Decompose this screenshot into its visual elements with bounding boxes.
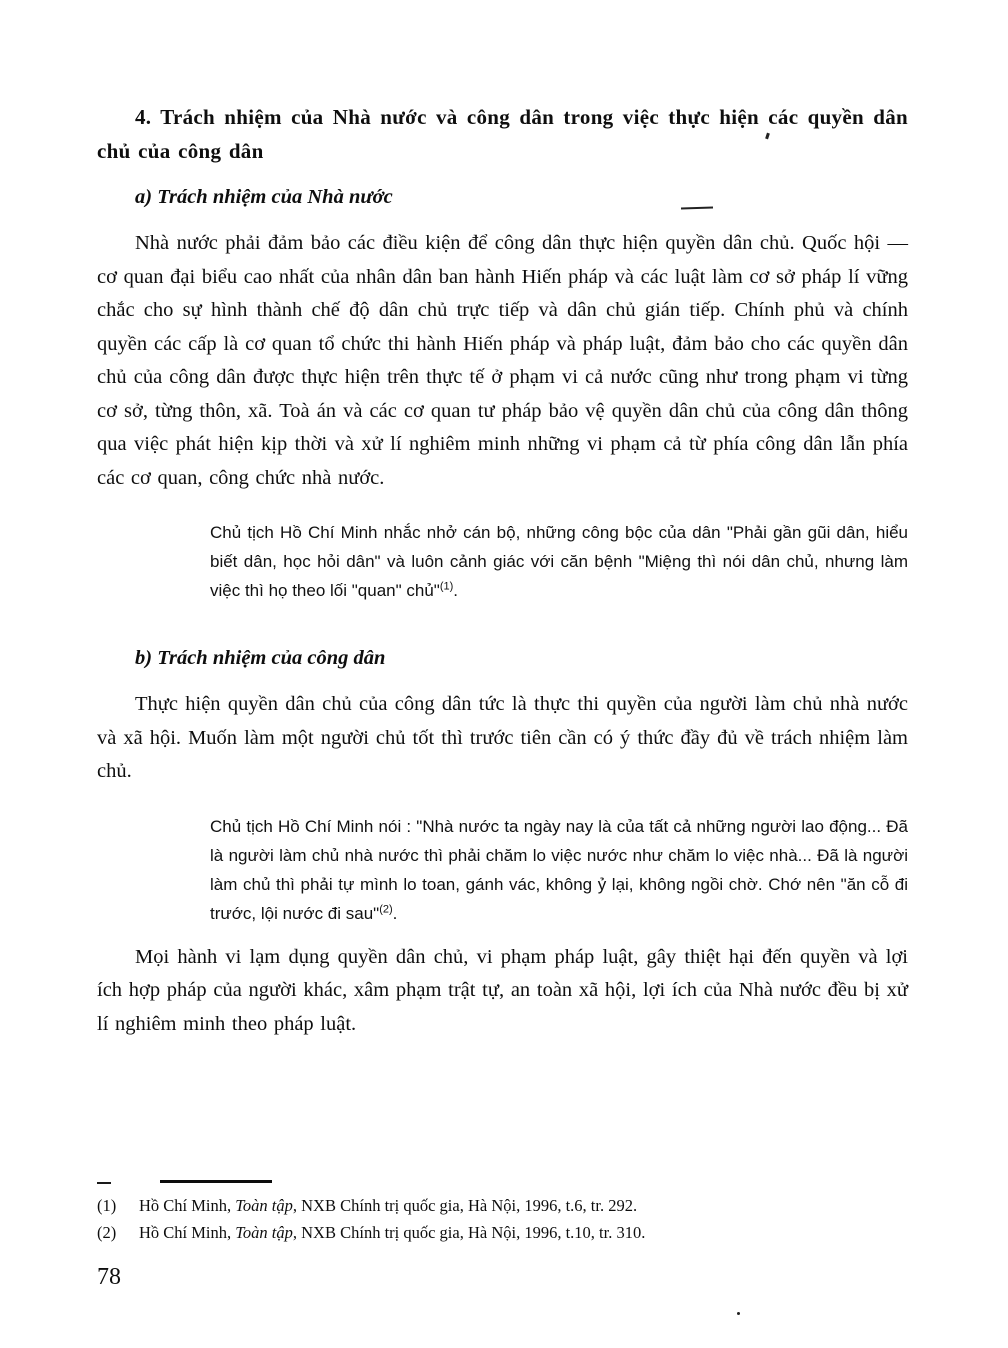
section-b-paragraph-1: Thực hiện quyền dân chủ của công dân tức là thực thi quyền của người làm chủ nhà nước và xã hội. Muốn làm một người chủ tốt thì trước tiên cần có ý thức đầy đủ về trách nhiệm làm chủ. bbox=[97, 693, 908, 782]
footnote-2-detail: , NXB Chính trị quốc gia, Hà Nội, 1996, t.10, tr. 310. bbox=[292, 1223, 646, 1242]
footnote-1-work-title: Toàn tập bbox=[235, 1196, 293, 1215]
quote-period: . bbox=[392, 903, 398, 923]
footnote-divider-dash bbox=[97, 1182, 111, 1184]
subsection-a-label: a) Trách nhiệm của Nhà nước bbox=[135, 186, 393, 208]
section-b-quote bbox=[210, 812, 908, 928]
scan-artifact bbox=[737, 1312, 740, 1315]
footnote-1-detail: , NXB Chính trị quốc gia, Hà Nội, 1996, t.6, tr. 292. bbox=[292, 1196, 638, 1215]
quote-period: . bbox=[453, 581, 458, 600]
section-heading: 4. Trách nhiệm của Nhà nước và công dân trong việc thực hiện các quyền dân chủ của công dân bbox=[97, 105, 908, 163]
footnote-1-marker: (1) bbox=[97, 1196, 117, 1215]
footnote-2-marker: (2) bbox=[97, 1223, 117, 1242]
footnotes-block bbox=[97, 1192, 908, 1246]
page-number: 78 bbox=[97, 1264, 121, 1290]
footnote-2-author: Hồ Chí Minh, bbox=[139, 1223, 236, 1242]
section-a-quote bbox=[210, 518, 908, 605]
footnote-ref-1: (1) bbox=[439, 580, 454, 593]
footnote-2 bbox=[97, 1219, 908, 1246]
footnote-divider bbox=[160, 1180, 272, 1183]
section-a-paragraph: Nhà nước phải đảm bảo các điều kiện để công dân thực hiện quyền dân chủ. Quốc hội — cơ quan đại biểu cao nhất của nhân dân ban hành Hiến pháp và các luật làm cơ sở pháp lí vững chắc cho sự hình thành chế độ dân chủ trực tiếp và dân chủ gián tiếp. Chính phủ và chính quyền các cấp là cơ quan tổ chức thi hành Hiến pháp và pháp luật, đảm bảo cho các quyền dân chủ của công dân được thực hiện trên thực tế ở phạm vi cả nước cũng như trong phạm vi từng cơ sở, từng thôn, xã. Toà án và các cơ quan tư pháp bảo vệ quyền dân chủ của công dân thông qua việc phát hiện kịp thời và xử lí nghiêm minh những vi phạm cả từ phía công dân lẫn phía các cơ quan, công chức nhà nước. bbox=[97, 232, 908, 489]
subsection-b-label: b) Trách nhiệm của công dân bbox=[135, 647, 386, 669]
footnote-1-author: Hồ Chí Minh, bbox=[139, 1196, 236, 1215]
quote-text: Chủ tịch Hồ Chí Minh nhắc nhở cán bộ, những công bộc của dân "Phải gần gũi dân, hiểu biết dân, học hỏi dân" và luôn cảnh giác với căn bệnh "Miệng thì nói dân chủ, nhưng làm việc thì họ theo lối "quan" chủ" bbox=[210, 523, 908, 600]
footnote-ref-2: (2) bbox=[379, 902, 393, 915]
section-b-paragraph-2: Mọi hành vi lạm dụng quyền dân chủ, vi phạm pháp luật, gây thiệt hại đến quyền và lợi ích hợp pháp của người khác, xâm phạm trật tự, an toàn xã hội, lợi ích của Nhà nước đều bị xử lí nghiêm minh theo pháp luật. bbox=[97, 945, 908, 1035]
footnote-2-work-title: Toàn tập bbox=[235, 1223, 293, 1242]
quote-text: Chủ tịch Hồ Chí Minh nói : "Nhà nước ta ngày nay là của tất cả những người lao động... Đã là người làm chủ nhà nước thì phải chăm lo việc nước như chăm lo việc nhà... Đã là người làm chủ thì phải tự mình lo toan, gánh vác, không ỷ lại, không ngồi chờ. Chớ nên "ăn cỗ đi trước, lội nước đi sau" bbox=[210, 816, 908, 923]
footnote-1 bbox=[97, 1192, 908, 1219]
